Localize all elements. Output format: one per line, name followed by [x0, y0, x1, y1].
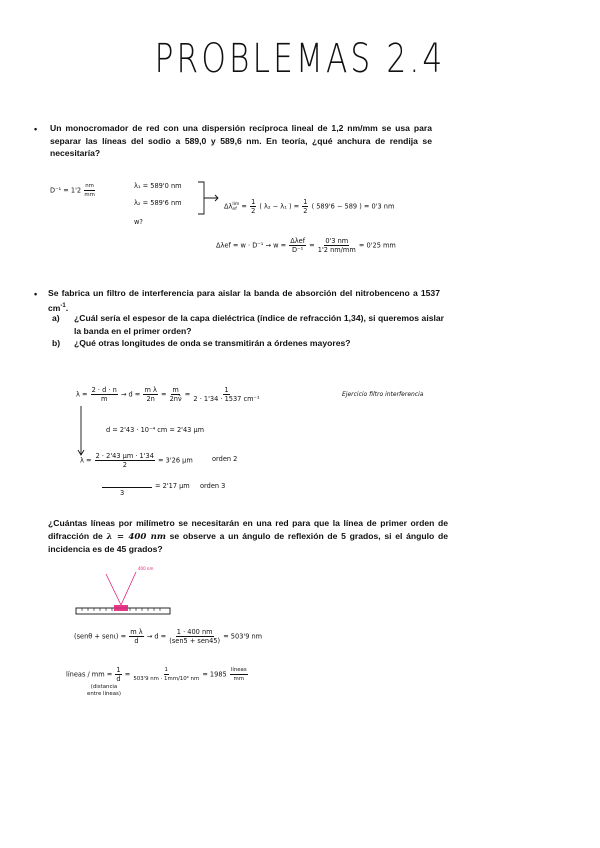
p2-order3-result: = 2'17 μm [155, 482, 190, 490]
p1-dinv: D⁻¹ = 1'2 $\frac{nm}{mm}$ [50, 183, 95, 198]
p3-note: (distancia entre líneas) [87, 684, 121, 697]
p2-order2-label: orden 2 [212, 455, 238, 463]
p3-grating-diagram [74, 562, 174, 618]
p1-brace [196, 180, 222, 216]
bullet-1: • [34, 124, 38, 134]
p3-ray-label: 400 nm [138, 566, 154, 571]
p1-eq1: Δλ lim ef = $\frac{1}{2}$ ( λ₂ − λ₁ ) = $\frac{1}{2}$ ( 589'6 − 589 ) = 0'3 nm [224, 198, 395, 215]
p2-frac-bar [102, 487, 152, 488]
p2-down-arrow [76, 404, 86, 458]
p1-lambda2: λ₂ = 589'6 nm [134, 199, 182, 207]
p2-order3-label: orden 3 [200, 482, 226, 490]
p2-a-text: ¿Cuál sería el espesor de la capa dieléctrica (índice de refracción 1,34), si queremos aislar la banda en el primer orden? [74, 313, 444, 336]
p2-eq1: λ = $\frac{2 \cdot d \cdot n}{m}$ → d = $\frac{\text{m λ}}{2n}$ = $\frac{m}{2n\nū}$ = $\frac{1}{\text{2 · 1'34 · 1537 cm⁻¹}}$ [76, 386, 260, 403]
problem-1-text: Un monocromador de red con una dispersión recíproca lineal de 1,2 nm/mm se usa para separar las líneas del sodio a 589,0 y 589,6 nm. En teoría, ¿qué anchura de rendija se necesitaría? [50, 123, 432, 158]
problem-3-text: ¿Cuántas líneas por milímetro se necesitarán en una red para que la línea de primer orden de difracción de λ = 400 nm se observe a un ángulo de reflexión de 5 grados, si el ángulo de incidencia es de 45 grados? [48, 518, 448, 554]
p2-order3-den: 3 [120, 489, 125, 497]
p2-d-result: d = 2'43 · 10⁻⁴ cm = 2'43 μm [106, 426, 205, 434]
p2-b-text: ¿Qué otras longitudes de onda se transmitirán a órdenes mayores? [74, 338, 351, 348]
problem-2-text: Se fabrica un filtro de interferencia para aislar la banda de absorción del nitrobenceno a 1537 $cm^{-1}$. [48, 288, 440, 313]
p1-eq2: Δλef = w · D⁻¹ → w = $\frac{\text{Δλef}}{\text{D⁻¹}}$ = $\frac{0'3 nm}{1'2 nm/mm}$ = 0'25 mm [216, 237, 396, 254]
p2-b-label: b) [52, 338, 61, 348]
p2-note: Ejercicio filtro interferencia [342, 391, 424, 398]
p3-eq2: líneas / mm = $\frac{1}{d}$ = $\frac{1}{\text{503'9 nm · 1mm/10⁶ nm}}$ = 1985 $\frac{\text{líneas}}{mm}$ [66, 666, 247, 683]
p2-order2: λ = $\frac{2 \cdot 2'43 \mu m \cdot 1'34}{2}$ = 3'26 μm [80, 452, 193, 469]
page-title: PROBLEMAS 2.4 [154, 36, 446, 82]
p2-a-label: a) [52, 313, 60, 323]
p1-lambda1: λ₁ = 589'0 nm [134, 182, 182, 190]
p1-w-question: w? [134, 218, 143, 226]
bullet-2: • [34, 289, 38, 299]
p3-eq1: (senθ + senι) = $\frac{\text{m λ}}{d}$ → d = $\frac{1 \cdot 400 nm}{\text{(sen5 + sen45)}}$ = 503'9 nm [74, 628, 263, 645]
